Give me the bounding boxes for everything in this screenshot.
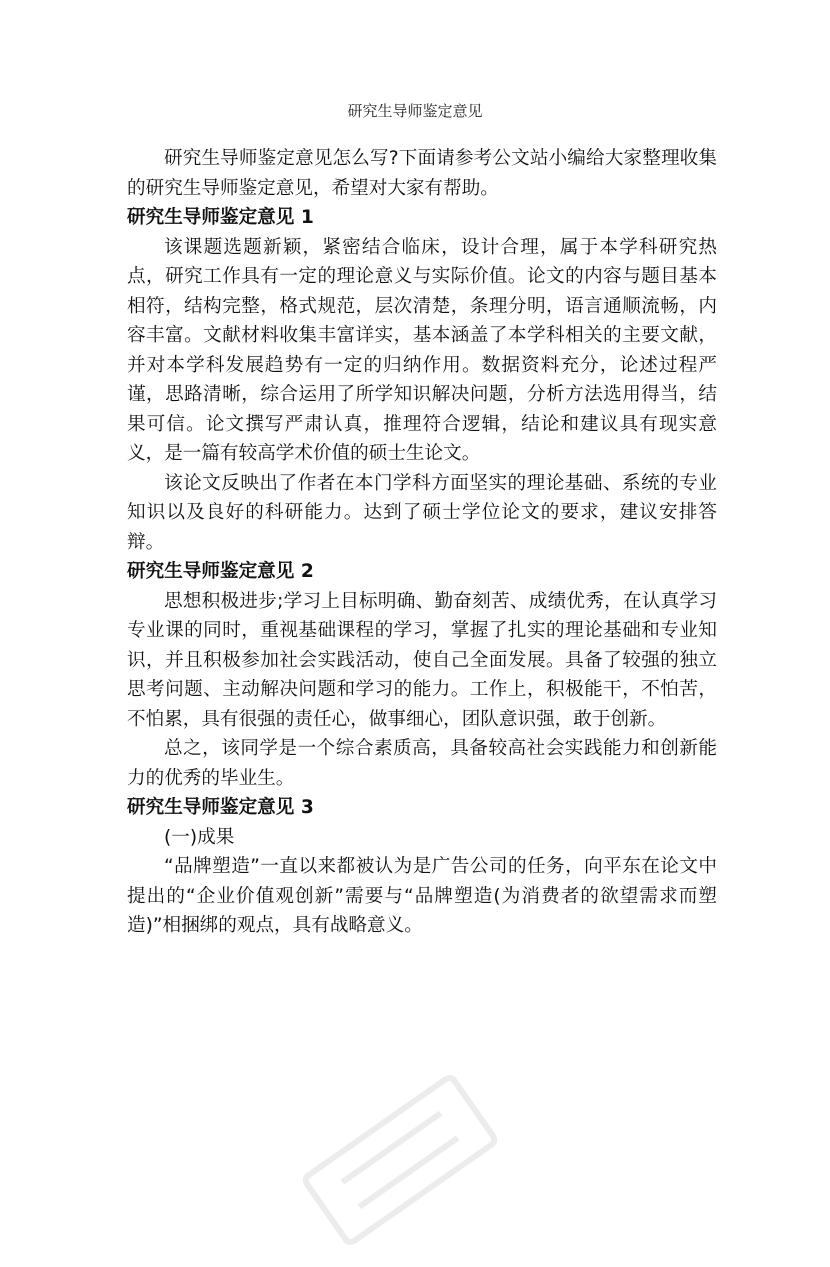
section-3-paragraph-2: “品牌塑造”一直以来都被认为是广告公司的任务，向平东在论文中提出的“企业价值观创新”需要与“品牌塑造(为消费者的欲望需求而塑造)”相捆绑的观点，具有战略意义。 [127,856,717,936]
section-2-paragraph-2: 总之，该同学是一个综合素质高，具备较高社会实践能力和创新能力的优秀的毕业生。 [127,738,717,789]
watermark-graphic [284,1053,517,1266]
document-body [127,144,717,941]
intro-paragraph: 研究生导师鉴定意见怎么写?下面请参考公文站小编给大家整理收集的研究生导师鉴定意见，希望对大家有帮助。 [127,148,717,199]
section-1-paragraph-1: 该课题选题新颖，紧密结合临床，设计合理，属于本学科研究热点，研究工作具有一定的理论意义与实际价值。论文的内容与题目基本相符，结构完整，格式规范，层次清楚，条理分明，语言通顺流畅，内容丰富。文献材料收集丰富详实，基本涵盖了本学科相关的主要文献，并对本学科发展趋势有一定的归纳作用。数据资料充分，论述过程严谨，思路清晰，综合运用了所学知识解决问题，分析方法选用得当，结果可信。论文撰写严肃认真，推理符合逻辑，结论和建议具有现实意义，是一篇有较高学术价值的硕士生论文。 [127,236,717,464]
section-2-paragraph-1: 思想积极进步;学习上目标明确、勤奋刻苦、成绩优秀，在认真学习专业课的同时，重视基础课程的学习，掌握了扎实的理论基础和专业知识，并且积极参加社会实践活动，使自己全面发展。具备了较强的独立思考问题、主动解决问题和学习的能力。工作上，积极能干，不怕苦，不怕累，具有很强的责任心，做事细心，团队意识强，敢于创新。 [127,590,717,730]
section-2-heading: 研究生导师鉴定意见 2 [127,561,314,582]
section-1-paragraph-2: 该论文反映出了作者在本门学科方面坚实的理论基础、系统的专业知识以及良好的科研能力。达到了硕士学位论文的要求，建议安排答辩。 [127,472,717,553]
document-title: 研究生导师鉴定意见 [347,102,483,120]
section-1-heading: 研究生导师鉴定意见 1 [127,207,314,228]
section-3-paragraph-1: (一)成果 [164,826,235,848]
section-3-heading: 研究生导师鉴定意见 3 [127,797,314,818]
